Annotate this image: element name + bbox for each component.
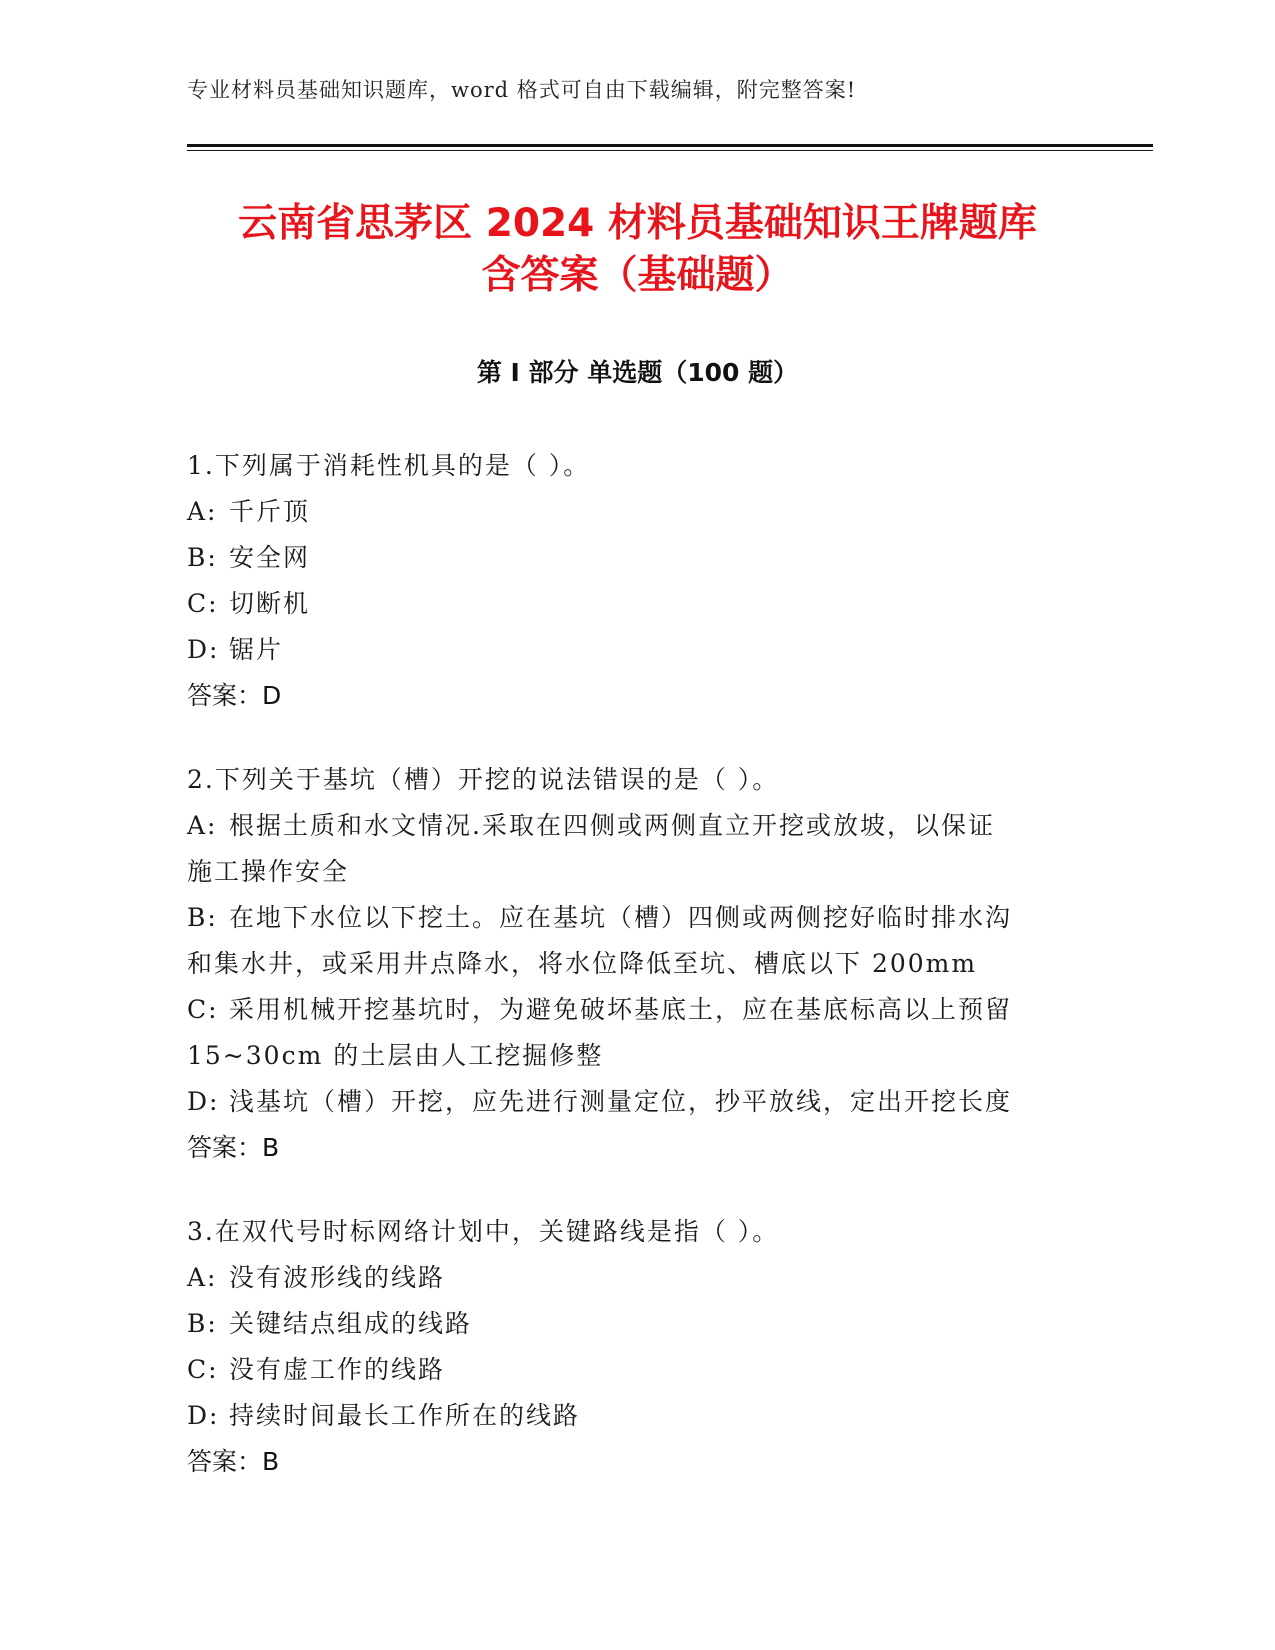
option-text: 关键结点组成的线路 [229,1309,473,1338]
option-text: 安全网 [229,543,311,572]
answer: 答案：D [187,681,282,710]
option-b [187,1301,1087,1347]
question-1 [187,443,1087,719]
option-label: A: [187,497,218,526]
option-text: 采用机械开挖基坑时，为避免破坏基底土，应在基底标高以上预留 [229,995,1013,1024]
option-text-continued: 15~30cm 的土层由人工挖掘修整 [187,1041,604,1070]
question-2 [187,757,1087,1171]
option-label: B: [187,903,218,932]
question-stem: 3.在双代号时标网络计划中，关键路线是指（ ）。 [187,1217,780,1246]
option-text: 持续时间最长工作所在的线路 [229,1401,581,1430]
option-label: D: [187,1087,220,1116]
answer: 答案：B [187,1133,280,1162]
question-stem: 2.下列关于基坑（槽）开挖的说法错误的是（ ）。 [187,765,780,794]
option-c [187,987,1087,1079]
option-label: C: [187,995,219,1024]
option-label: B: [187,543,218,572]
header-note: 专业材料员基础知识题库，word 格式可自由下载编辑，附完整答案! [187,78,857,102]
header-rule-thick [187,144,1153,147]
option-label: B: [187,1309,218,1338]
option-label: A: [187,811,218,840]
option-text: 浅基坑（槽）开挖，应先进行测量定位，抄平放线，定出开挖长度 [229,1087,1013,1116]
document-title [150,198,1125,302]
option-text-continued: 和集水井，或采用井点降水，将水位降低至坑、槽底以下 200mm [187,949,978,978]
option-text: 根据土质和水文情况.采取在四侧或两侧直立开挖或放坡，以保证 [229,811,995,840]
title-line-1: 云南省思茅区 2024 材料员基础知识王牌题库 [238,201,1037,246]
option-a [187,1255,1087,1301]
option-a [187,803,1087,895]
answer: 答案：B [187,1447,280,1476]
option-text: 没有波形线的线路 [229,1263,446,1292]
question-stem: 1.下列属于消耗性机具的是（ ）。 [187,451,591,480]
option-c [187,1347,1087,1393]
option-text: 切断机 [229,589,311,618]
option-text: 在地下水位以下挖土。应在基坑（槽）四侧或两侧挖好临时排水沟 [229,903,1013,932]
option-d [187,1393,1087,1439]
option-d [187,1079,1087,1125]
option-text: 没有虚工作的线路 [229,1355,446,1384]
option-c [187,581,1087,627]
question-3 [187,1209,1087,1485]
question-list [187,443,1087,1523]
option-label: D: [187,1401,220,1430]
option-label: D: [187,635,220,664]
header-rule-thin [187,150,1153,151]
option-label: C: [187,589,219,618]
option-d [187,627,1087,673]
option-text: 锯片 [229,635,284,664]
section-heading: 第 I 部分 单选题（100 题） [476,358,799,387]
title-line-2: 含答案（基础题） [481,253,794,298]
option-label: A: [187,1263,218,1292]
option-label: C: [187,1355,219,1384]
option-text-continued: 施工操作安全 [187,857,350,886]
option-b [187,895,1087,987]
option-b [187,535,1087,581]
option-a [187,489,1087,535]
option-text: 千斤顶 [229,497,311,526]
